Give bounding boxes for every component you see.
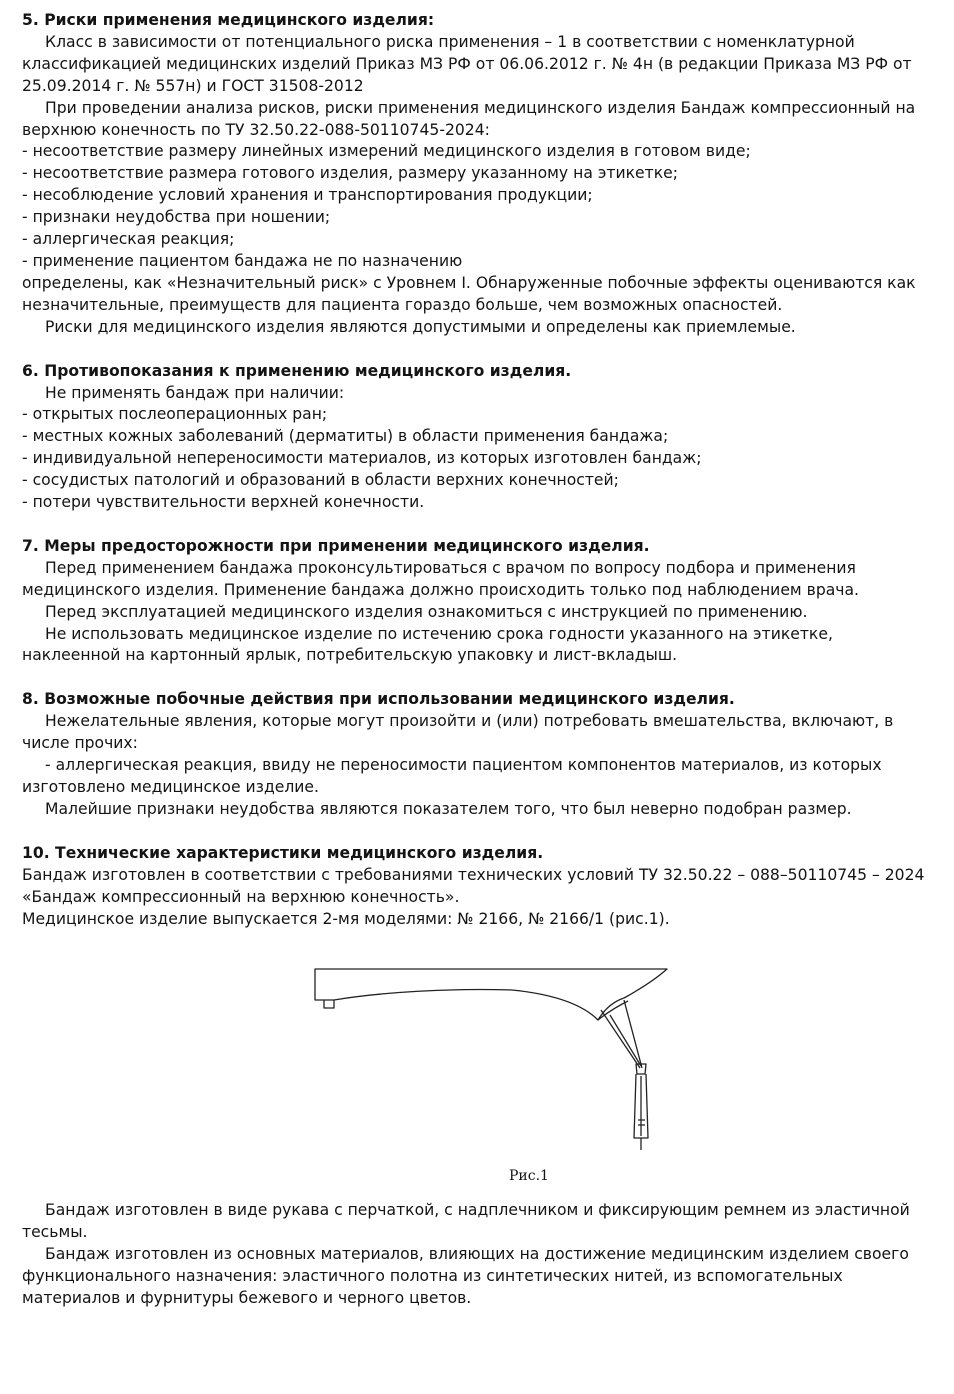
risk-acceptable: Риски для медицинского изделия являются допустимыми и определены как приемлемые. [45,317,796,336]
specs-models: Медицинское изделие выпускается 2-мя моделями: № 2166, № 2166/1 (рис.1). [22,909,670,928]
side-effects-paragraph: Нежелательные явления, которые могут произойти и (или) потребовать вмешательства, включают, в числе прочих: [22,712,894,753]
side-effects-item: - аллергическая реакция, ввиду не переносимости пациентом компонентов материалов, из которых изготовлено медицинское изделие. [22,756,882,796]
risk-item: - несоответствие размеру линейных измерений медицинского изделия в готовом виде; [22,142,751,161]
risk-analysis-intro: При проведении анализа рисков, риски применения медицинского изделия Бандаж компрессионный на верхнюю конечность по ТУ 32.50.22-088-50110745-2024: [22,98,916,139]
contraindication-item: - сосудистых патологий и образований в области верхних конечностей; [22,471,619,490]
section-7-heading: 7. Меры предосторожности при применении медицинского изделия. [22,536,650,555]
contraindication-item: - индивидуальной непереносимости материалов, из которых изготовлен бандаж; [22,449,702,468]
contraindication-item: - потери чувствительности верхней конечности. [22,493,425,512]
figure-caption: Рис.1 [509,1168,549,1185]
risk-item: - аллергическая реакция; [22,230,235,249]
specs-paragraph: Бандаж изготовлен в соответствии с требованиями технических условий ТУ 32.50.22 – 088–50110745 – 2024 «Бандаж компрессионный на верхнюю конечность». [22,865,925,906]
document-page [22,10,934,1310]
bandage-sleeve-drawing [312,960,682,1155]
precaution-paragraph: Перед эксплуатацией медицинского изделия ознакомиться с инструкцией по применению. [45,602,808,621]
construction-paragraph: Бандаж изготовлен в виде рукава с перчаткой, с надплечником и фиксирующим ремнем из эластичной тесьмы. [22,1201,910,1242]
section-8-heading: 8. Возможные побочные действия при использовании медицинского изделия. [22,690,735,709]
section-gap [22,514,934,536]
risk-item: - несоблюдение условий хранения и транспортирования продукции; [22,186,593,205]
section-gap [22,339,934,361]
section-10-heading: 10. Технические характеристики медицинского изделия. [22,843,544,862]
section-gap [22,821,934,843]
risk-item: - признаки неудобства при ношении; [22,208,331,227]
side-effects-paragraph: Малейшие признаки неудобства являются показателем того, что был неверно подобран размер. [45,799,852,818]
contraindications-intro: Не применять бандаж при наличии: [45,383,345,402]
section-5-heading: 5. Риски применения медицинского изделия: [22,11,435,29]
risk-item: - несоответствие размера готового изделия, размеру указанному на этикетке; [22,164,678,183]
risk-class-paragraph: Класс в зависимости от потенциального риска применения – 1 в соответствии с номенклатурной классификацией медицинских изделий Приказ МЗ РФ от 06.06.2012 г. № 4н (в редакции Приказа МЗ РФ от 25.09.2014 г. № 557н) и ГОСТ 31508-2012 [22,32,912,95]
risk-conclusion: определены, как «Незначительный риск» с Уровнем I. Обнаруженные побочные эффекты оцениваются как незначительные, преимуществ для пациента гораздо больше, чем возможных опасностей. [22,273,916,314]
risk-item: - применение пациентом бандажа не по назначению [22,251,463,270]
section-gap [22,667,934,689]
contraindication-item: - местных кожных заболеваний (дерматиты) в области применения бандажа; [22,427,669,446]
precaution-paragraph: Перед применением бандажа проконсультироваться с врачом по вопросу подбора и применения медицинского изделия. Применение бандажа должно происходить только под наблюдением врача. [22,558,859,599]
contraindication-item: - открытых послеоперационных ран; [22,405,328,424]
figure-1 [22,938,934,1200]
section-6-heading: 6. Противопоказания к применению медицинского изделия. [22,361,572,380]
materials-paragraph: Бандаж изготовлен из основных материалов, влияющих на достижение медицинским изделием своего функционального назначения: эластичного полотна из синтетических нитей, из вспомогательных материалов и фурнитуры бежевого и черного цветов. [22,1245,909,1308]
precaution-paragraph: Не использовать медицинское изделие по истечению срока годности указанного на этикетке, наклеенной на картонный ярлык, потребительскую упаковку и лист-вкладыш. [22,624,833,665]
